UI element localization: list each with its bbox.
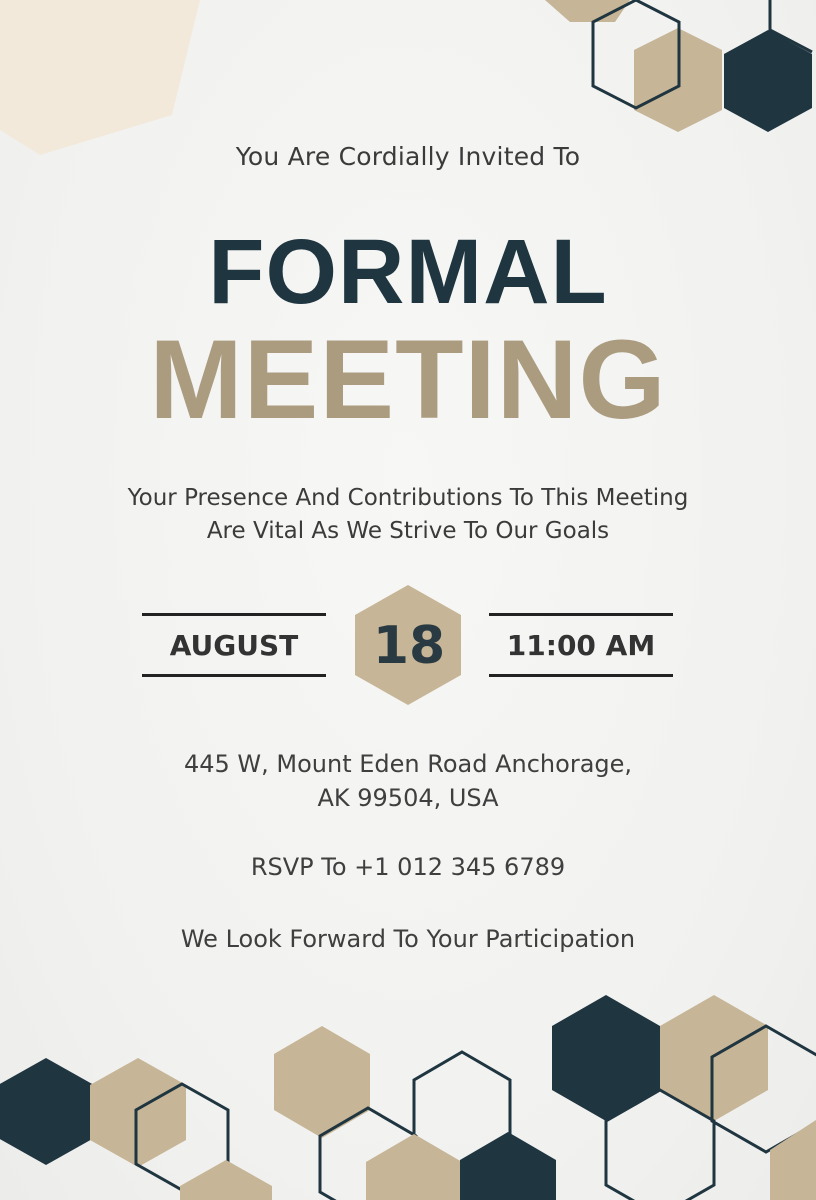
time-label: 11:00 AM <box>489 613 673 677</box>
address <box>0 747 816 815</box>
day-number: 18 <box>372 616 446 676</box>
title-meeting: MEETING <box>149 317 667 442</box>
rsvp-line: RSVP To +1 012 345 6789 <box>250 853 566 881</box>
cream-hexagon-top-left <box>0 0 200 155</box>
navy-hexagon-bottom-right <box>552 995 660 1121</box>
month-label: AUGUST <box>142 613 326 677</box>
tan-hexagon-bottom-left <box>90 1058 186 1167</box>
invitation-message <box>0 482 816 548</box>
message-line-1: Your Presence And Contributions To This Meeting <box>127 485 689 511</box>
tan-hexagon-bottom-right <box>660 995 768 1121</box>
title-formal: FORMAL <box>208 221 608 323</box>
navy-hexagon-bottom-center <box>460 1132 556 1200</box>
tan-hexagon-bottom-center <box>274 1026 370 1138</box>
tan-hexagon-bottom-right-2 <box>770 1120 816 1200</box>
address-line-2: AK 99504, USA <box>317 784 499 812</box>
invite-intro: You Are Cordially Invited To <box>235 142 581 171</box>
message-line-2: Are Vital As We Strive To Our Goals <box>206 518 610 544</box>
closing-line: We Look Forward To Your Participation <box>180 925 636 953</box>
tan-hexagon-bottom-left-2 <box>180 1160 272 1200</box>
navy-hexagon-bottom-left <box>0 1058 94 1165</box>
tan-hexagon-bottom-center-2 <box>366 1134 462 1200</box>
address-line-1: 445 W, Mount Eden Road Anchorage, <box>183 750 633 778</box>
